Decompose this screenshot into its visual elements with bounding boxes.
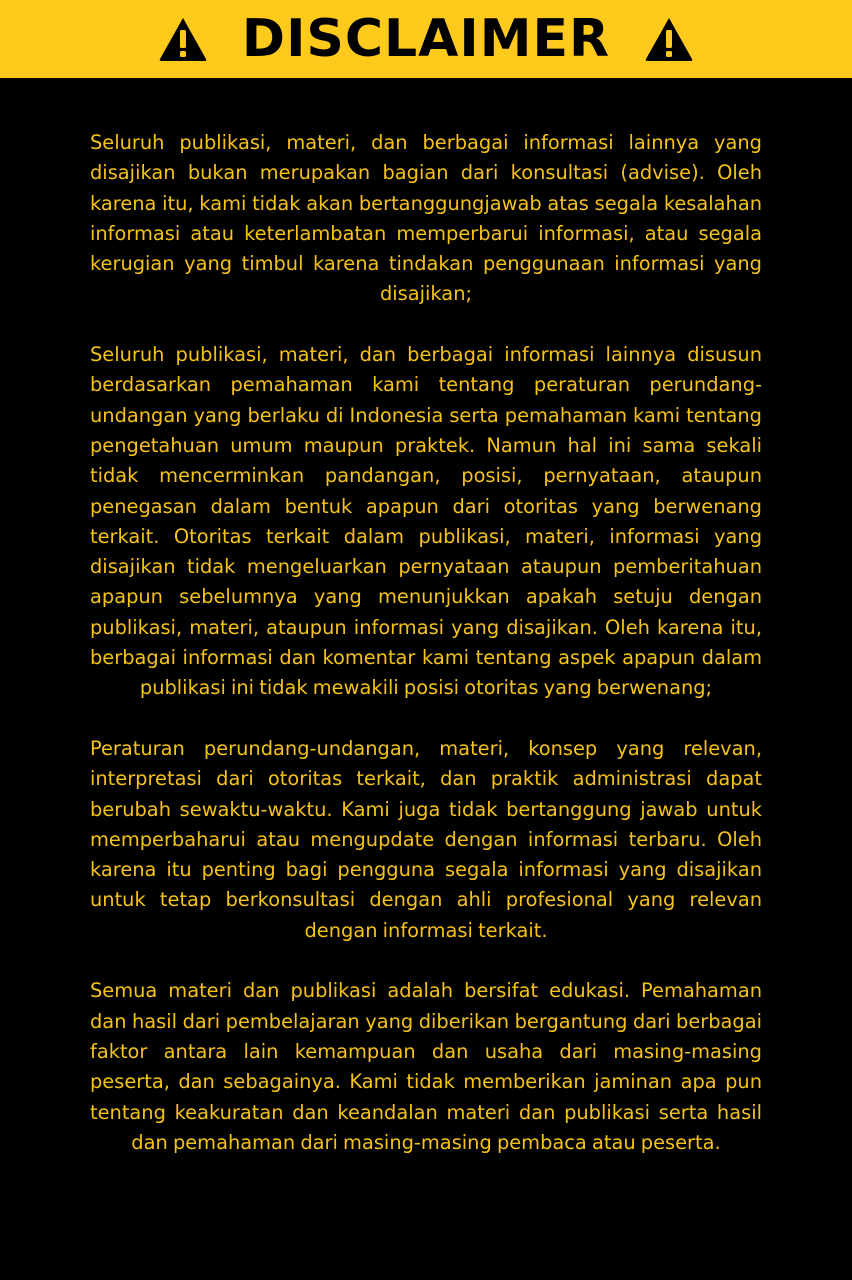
warning-icon [158, 16, 208, 62]
disclaimer-body [90, 128, 762, 1188]
page-title: DISCLAIMER [241, 9, 611, 69]
disclaimer-paragraph-4: Semua materi dan publikasi adalah bersifat edukasi. Pemahaman dan hasil dari pembelajaran yang diberikan bergantung dari berbagai faktor antara lain kemampuan dan usaha dari masing-masing peserta, dan sebagainya. Kami tidak memberikan jaminan apa pun tentang keakuratan dan keandalan materi dan publikasi serta hasil dan pemahaman dari masing-masing pembaca atau peserta. [90, 979, 762, 1154]
warning-icon [644, 16, 694, 62]
disclaimer-paragraph-2: Seluruh publikasi, materi, dan berbagai informasi lainnya disusun berdasarkan pemahaman kami tentang peraturan perundang-undangan yang berlaku di Indonesia serta pemahaman kami tentang pengetahuan umum maupun praktek. Namun hal ini sama sekali tidak mencerminkan pandangan, posisi, pernyataan, ataupun penegasan dalam bentuk apapun dari otoritas yang berwenang terkait. Otoritas terkait dalam publikasi, materi, informasi yang disajikan tidak mengeluarkan pernyataan ataupun pemberitahuan apapun sebelumnya yang menunjukkan apakah setuju dengan publikasi, materi, ataupun informasi yang disajikan. Oleh karena itu, berbagai informasi dan komentar kami tentang aspek apapun dalam publikasi ini tidak mewakili posisi otoritas yang berwenang; [90, 343, 762, 700]
banner-content [158, 9, 694, 69]
disclaimer-banner [0, 0, 852, 78]
disclaimer-paragraph-3: Peraturan perundang-undangan, materi, konsep yang relevan, interpretasi dari otoritas terkait, dan praktik administrasi dapat berubah sewaktu-waktu. Kami juga tidak bertanggung jawab untuk memperbaharui atau mengupdate dengan informasi terbaru. Oleh karena itu penting bagi pengguna segala informasi yang disajikan untuk tetap berkonsultasi dengan ahli profesional yang relevan dengan informasi terkait. [90, 736, 762, 942]
disclaimer-paragraph-1: Seluruh publikasi, materi, dan berbagai informasi lainnya yang disajikan bukan merupakan bagian dari konsultasi (advise). Oleh karena itu, kami tidak akan bertanggungjawab atas segala kesalahan informasi atau keterlambatan memperbarui informasi, atau segala kerugian yang timbul karena tindakan penggunaan informasi yang disajikan; [90, 131, 762, 306]
